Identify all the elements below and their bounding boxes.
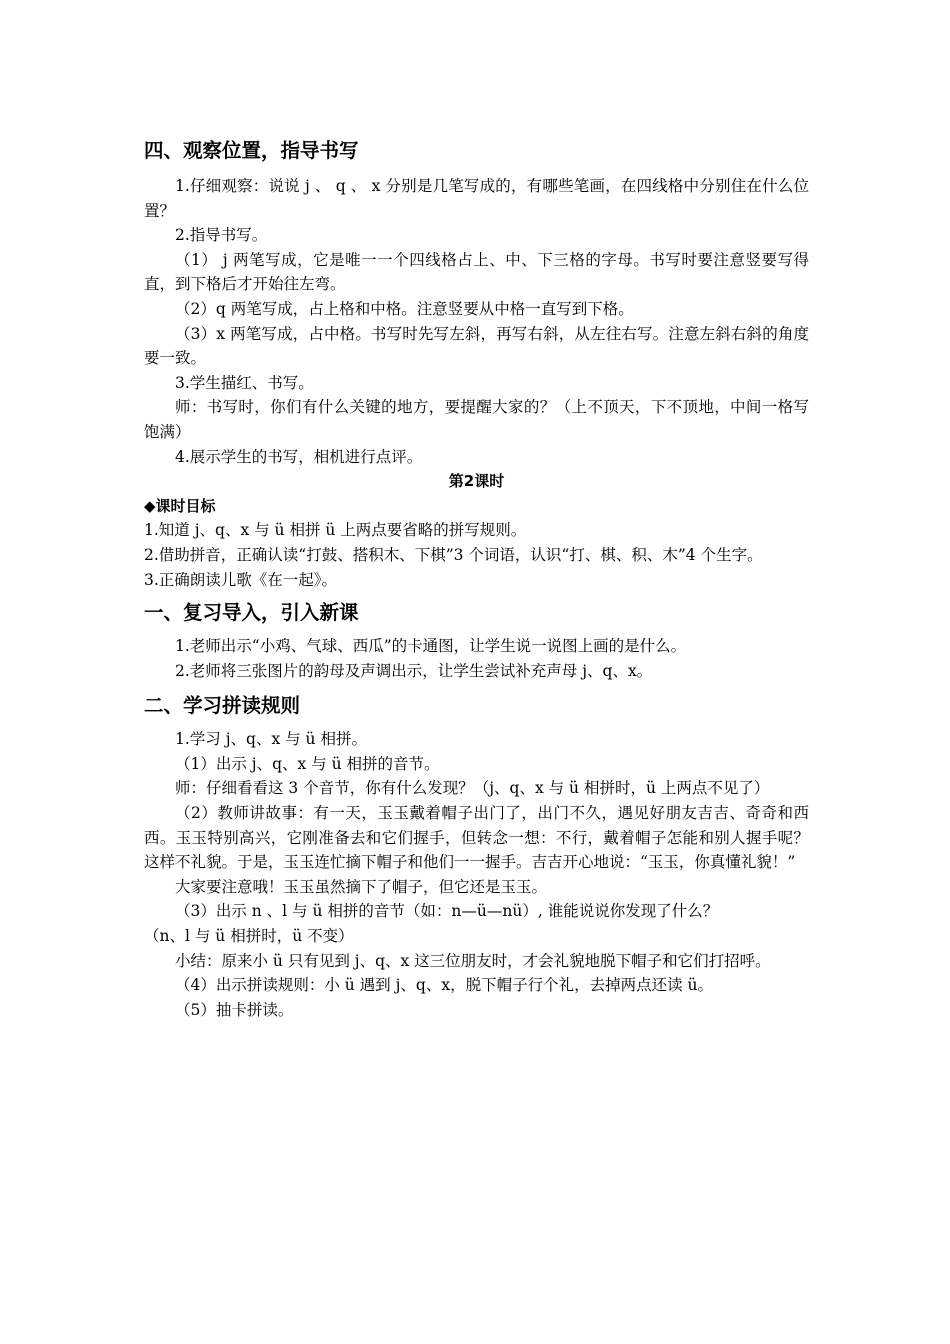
section-heading: 二、学习拼读规则	[144, 694, 301, 718]
paragraph: （2）q 两笔写成，占上格和中格。注意竖要从中格一直写到下格。	[175, 299, 634, 318]
paragraph: 1.老师出示“小鸡、气球、西瓜”的卡通图，让学生说一说图上画的是什么。	[175, 637, 687, 656]
paragraph: 师：仔细看看这 3 个音节，你有什么发现？（j、q、x 与 ü 相拼时，ü 上两点不见了）	[175, 779, 770, 798]
paragraph: （1）出示 j、q、x 与 ü 相拼的音节。	[175, 754, 440, 773]
paragraph: 2.老师将三张图片的韵母及声调出示，让学生尝试补充声母 j、q、x。	[175, 661, 653, 680]
paragraph: （n、l 与 ü 相拼时，ü 不变）	[144, 927, 354, 946]
paragraph: 1.学习 j、q、x 与 ü 相拼。	[175, 730, 367, 749]
paragraph: （3）x 两笔写成，占中格。书写时先写左斜，再写右斜，从左往右写。注意左斜右斜的角度要一致。	[144, 324, 809, 368]
section-heading: 四、观察位置，指导书写	[144, 139, 359, 162]
paragraph: 大家要注意哦！玉玉虽然摘下了帽子，但它还是玉玉。	[175, 877, 548, 896]
paragraph: （2）教师讲故事：有一天，玉玉戴着帽子出门了，出门不久，遇见好朋友吉吉、奇奇和西西。玉玉特别高兴，它刚准备去和它们握手，但转念一想：不行，戴着帽子怎能和别人握手呢？这样不礼貌。于是，玉玉连忙摘下帽子和他们一一握手。吉吉开心地说：“玉玉，你真懂礼貌！”	[144, 804, 809, 872]
objective-item: 2.借助拼音，正确认读“打鼓、搭积木、下棋”3 个词语，认识“打、棋、积、木”4 个生字。	[144, 545, 763, 564]
paragraph: 2.指导书写。	[175, 226, 268, 245]
paragraph: 师：书写时，你们有什么关键的地方，要提醒大家的？（上不顶天，下不顶地，中间一格写饱满）	[144, 398, 809, 441]
objective-item: 1.知道 j、q、x 与 ü 相拼 ü 上两点要省略的拼写规则。	[144, 521, 527, 540]
paragraph: （3）出示 n 、l 与 ü 相拼的音节（如：n—ü—nü）, 谁能说说你发现了什么？	[174, 902, 719, 921]
lesson-title: 第2课时	[448, 472, 505, 491]
objective-item: 3.正确朗读儿歌《在一起》。	[144, 570, 338, 589]
paragraph: （1） j 两笔写成，它是唯一一个四线格占上、中、下三格的字母。书写时要注意竖要写得直，到下格后才开始往左弯。	[144, 250, 809, 294]
paragraph: （4）出示拼读规则：小 ü 遇到 j、q、x，脱下帽子行个礼，去掉两点还读 ü。	[174, 976, 713, 995]
section-heading: 一、复习导入，引入新课	[144, 601, 359, 625]
paragraph: 小结：原来小 ü 只有见到 j、q、x 这三位朋友时，才会礼貌地脱下帽子和它们打招呼。	[175, 951, 771, 970]
paragraph: 1.仔细观察：说说 j 、 q 、 x 分别是几笔写成的，有哪些笔画，在四线格中分别住在什么位置？	[144, 177, 809, 220]
paragraph: 4.展示学生的书写，相机进行点评。	[175, 447, 423, 466]
paragraph: （5）抽卡拼读。	[175, 1000, 294, 1019]
paragraph: 3.学生描红、书写。	[175, 373, 314, 392]
objectives-heading: ◆课时目标	[144, 496, 216, 515]
document-page	[144, 136, 809, 1022]
